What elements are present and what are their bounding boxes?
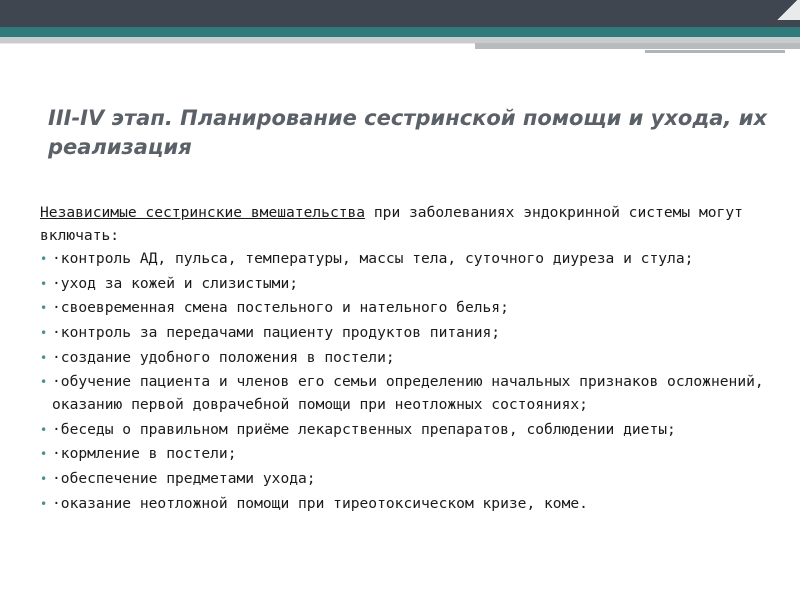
list-item-text: ·обеспечение предметами ухода; <box>52 470 316 487</box>
list-item <box>40 371 780 416</box>
list-item <box>40 347 780 370</box>
list-item-text: ·создание удобного положения в постели; <box>52 348 395 366</box>
bullet-icon: • <box>40 422 48 437</box>
bullet-icon: • <box>40 496 48 511</box>
bullet-icon: • <box>40 326 48 341</box>
list-item-text: ·своевременная смена постельного и нательного белья; <box>52 299 509 317</box>
list-item-text: ·контроль АД, пульса, температуры, массы тела, суточного диуреза и стула; <box>52 250 694 267</box>
list-item <box>40 468 780 491</box>
list-item <box>40 443 780 466</box>
header-band-light <box>0 43 475 44</box>
intro-paragraph <box>40 202 780 247</box>
list-item-text: ·уход за кожей и слизистыми; <box>52 274 299 292</box>
bullet-icon: • <box>40 447 48 462</box>
list-item <box>40 297 780 320</box>
list-item <box>40 493 780 516</box>
bullet-icon: • <box>40 472 48 486</box>
intro-rest-text: при заболеваниях эндокринной системы могут включать: <box>40 204 743 244</box>
bullet-icon: • <box>40 375 48 390</box>
list-item-text: ·беседы о правильном приёме лекарственных препаратов, соблюдении диеты; <box>52 420 676 438</box>
header-band-thin <box>645 50 785 53</box>
header-corner <box>775 0 800 20</box>
list-item-text: ·контроль за передачами пациенту продуктов питания; <box>52 324 501 342</box>
list-item-text: ·оказание неотложной помощи при тиреотоксическом кризе, коме. <box>52 494 588 512</box>
list-item <box>40 248 780 271</box>
header-band-dark <box>0 0 800 27</box>
header-band-teal <box>0 27 800 37</box>
slide-title: III-IV этап. Планирование сестринской помощи и ухода, их реализация <box>48 106 768 159</box>
bullet-icon: • <box>40 350 48 365</box>
bullet-icon: • <box>40 276 48 291</box>
list-item <box>40 419 780 442</box>
list-item-text: ·обучение пациента и членов его семьи определению начальных признаков осложнений, оказанию первой доврачебной помощи при неотложных состояниях; <box>52 373 764 413</box>
intro-underlined-text: Независимые сестринские вмешательства <box>40 204 366 221</box>
list-item <box>40 322 780 345</box>
list-item-text: ·кормление в постели; <box>52 445 237 463</box>
bullet-icon: • <box>40 301 48 316</box>
list-item <box>40 273 780 296</box>
bullet-icon: • <box>40 252 48 266</box>
bullet-list <box>40 248 780 515</box>
header-band-gray-right <box>475 43 800 49</box>
slide-content <box>40 202 780 517</box>
